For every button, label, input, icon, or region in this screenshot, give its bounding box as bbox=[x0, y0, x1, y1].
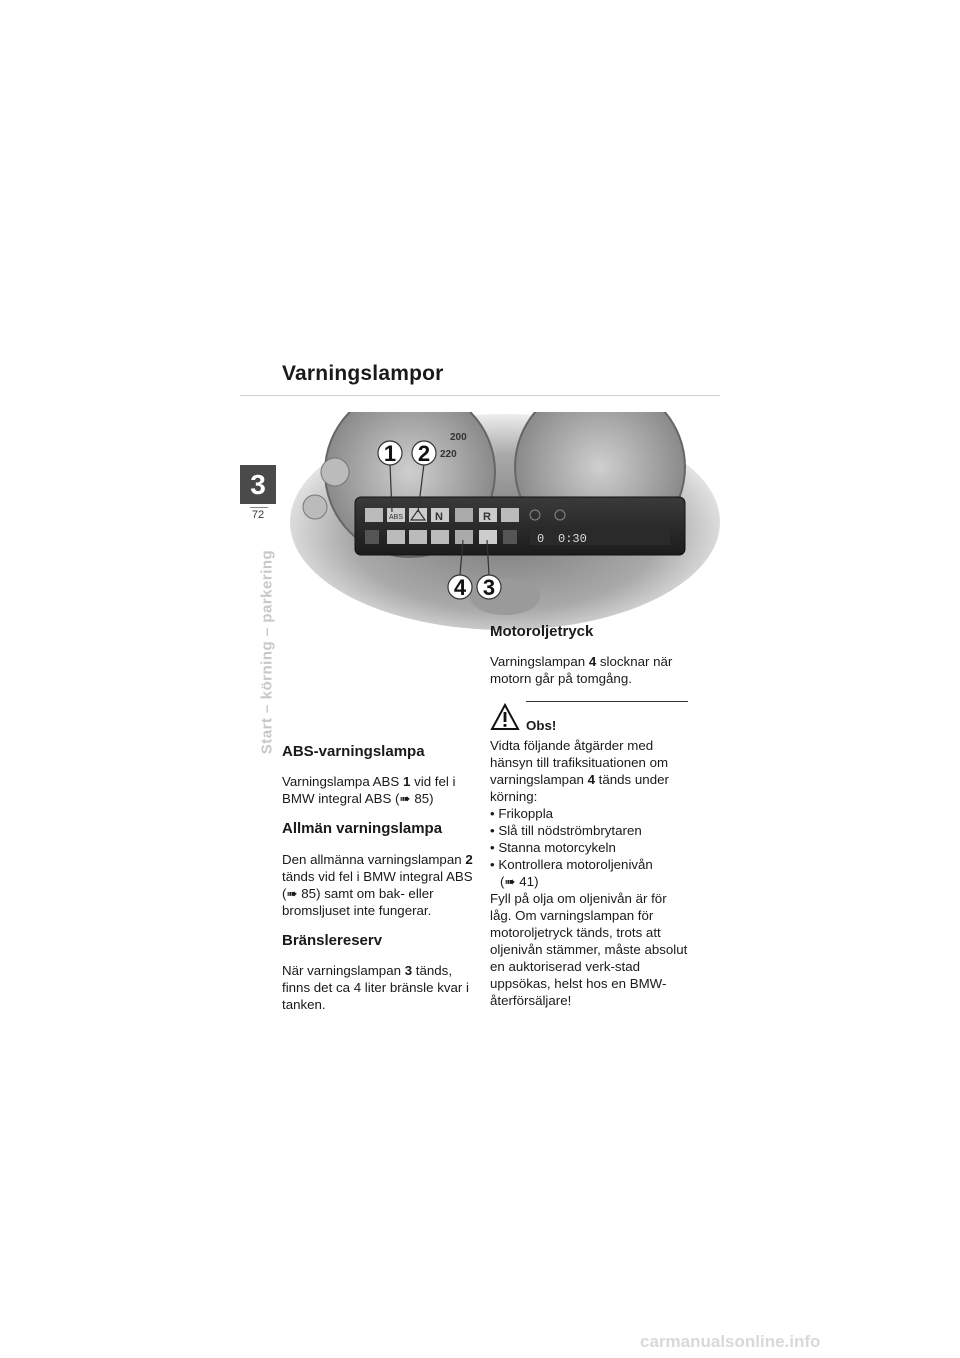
chapter-divider bbox=[250, 507, 268, 508]
note-bullet-list bbox=[490, 805, 690, 873]
watermark: carmanualsonline.info bbox=[640, 1332, 821, 1351]
lights-lamp-icon bbox=[431, 530, 449, 544]
lcd-clock: 0:30 bbox=[558, 532, 587, 546]
list-item: • Kontrollera motoroljenivån bbox=[490, 856, 690, 873]
note-body bbox=[490, 737, 690, 1009]
list-item: • Stanna motorcykeln bbox=[490, 839, 690, 856]
battery-lamp-icon bbox=[409, 530, 427, 544]
list-item: • Frikoppla bbox=[490, 805, 690, 822]
high-beam-lamp-icon bbox=[455, 508, 473, 522]
warning-triangle-icon bbox=[490, 703, 520, 731]
note-intro bbox=[490, 737, 690, 805]
callout-reference: 2 bbox=[465, 851, 473, 867]
section-body bbox=[282, 962, 482, 1013]
warning-lamps-bottom-row bbox=[365, 530, 517, 544]
text-run: tänds, finns det ca 4 liter bränsle kvar i tanken. bbox=[282, 962, 469, 1012]
note-closing: Fyll på olja om oljenivån är för låg. Om varningslampan för motoroljetryck tänds, trots att oljenivån stämmer, måste absolut en auktoriserad verk-stad uppsökas, helst hos en BMW-återförsäljare! bbox=[490, 891, 688, 1009]
instrument-cluster-figure bbox=[290, 412, 720, 630]
section-heading: Allmän varningslampa bbox=[282, 820, 443, 838]
note-header bbox=[490, 701, 690, 737]
text-run: 85) bbox=[410, 791, 434, 807]
text-run: slocknar när motorn går på tomgång. bbox=[490, 654, 673, 687]
section-heading: ABS-varningslampa bbox=[282, 743, 425, 760]
lamp-blank-icon bbox=[503, 530, 517, 544]
callout-reference: 3 bbox=[404, 962, 413, 978]
callout-2 bbox=[412, 441, 436, 466]
callout-3 bbox=[477, 575, 501, 600]
list-item: • Slå till nödströmbrytaren bbox=[490, 822, 690, 839]
lcd-gear: 0 bbox=[537, 532, 545, 546]
page-ref-arrow-icon: ➠ bbox=[286, 885, 298, 901]
text-run: 85) samt om bak- eller bromsljuset inte fungerar. bbox=[282, 885, 434, 918]
text-run: Vidta följande åtgärder med hänsyn till trafiksituationen om varningslampan bbox=[490, 738, 669, 788]
abs-lamp-text: ABS bbox=[389, 514, 404, 521]
heated-grip-lamp-icon bbox=[387, 530, 405, 544]
neutral-lamp-letter: N bbox=[435, 511, 443, 523]
fuel-reserve-lamp-icon bbox=[479, 530, 497, 544]
page-ref-arrow-icon: ➠ bbox=[399, 791, 411, 807]
callout-reference: 1 bbox=[402, 774, 411, 790]
section-body bbox=[282, 851, 482, 919]
callout-reference: 4 bbox=[587, 772, 595, 788]
section-abs bbox=[282, 744, 482, 807]
note-page-ref bbox=[490, 873, 690, 890]
display-panel bbox=[355, 497, 685, 555]
note-label: Obs! bbox=[526, 718, 557, 734]
callout-reference: 4 bbox=[588, 654, 597, 670]
turn-right-icon bbox=[501, 508, 519, 522]
chapter-side-label: Start – körning – parkering bbox=[258, 549, 276, 755]
fuel-gauge-icon bbox=[321, 458, 349, 486]
gauge-value-200: 200 bbox=[450, 432, 467, 443]
lcd-display bbox=[530, 529, 670, 545]
text-run: Varningslampa ABS bbox=[282, 774, 403, 790]
temperature-gauge-icon bbox=[303, 495, 327, 519]
left-column bbox=[282, 744, 482, 1027]
section-oil-pressure bbox=[490, 624, 690, 687]
reverse-lamp-letter: R bbox=[483, 511, 491, 523]
section-general-warning bbox=[282, 821, 482, 918]
callout-label-3: 3 bbox=[482, 575, 496, 600]
text-run: ( bbox=[500, 874, 505, 890]
text-run: När varningslampan bbox=[282, 962, 405, 978]
callout-1 bbox=[378, 441, 402, 466]
text-run: Varningslampan bbox=[490, 654, 589, 670]
section-body bbox=[490, 653, 690, 687]
text-run: tänds vid fel i BMW integral ABS ( bbox=[282, 868, 473, 901]
section-heading: Bränslereserv bbox=[282, 931, 383, 949]
callout-label-2: 2 bbox=[417, 441, 431, 466]
section-body bbox=[282, 773, 482, 807]
page-ref-arrow-icon: ➠ bbox=[504, 874, 516, 890]
text-run: Den allmänna varningslampan bbox=[282, 851, 466, 867]
gauge-value-220: 220 bbox=[440, 449, 457, 460]
lamp-blank-icon bbox=[365, 530, 379, 544]
text-run: 41) bbox=[515, 874, 539, 890]
title-rule bbox=[240, 395, 720, 396]
callout-label-1: 1 bbox=[383, 441, 397, 466]
right-column bbox=[490, 624, 690, 1009]
turn-left-icon bbox=[365, 508, 383, 522]
note-rule bbox=[526, 701, 688, 702]
oil-pressure-lamp-icon bbox=[455, 530, 473, 544]
callout-label-4: 4 bbox=[453, 575, 467, 600]
text-run: vid fel i BMW integral ABS ( bbox=[282, 774, 456, 807]
callout-4 bbox=[448, 575, 472, 600]
section-heading: Motoroljetryck bbox=[490, 623, 594, 640]
section-fuel-reserve bbox=[282, 933, 482, 1013]
text-run: tänds under körning: bbox=[490, 772, 669, 805]
page-title: Varningslampor bbox=[282, 362, 444, 385]
chapter-number-badge: 3 bbox=[240, 465, 276, 504]
page-number: 72 bbox=[251, 509, 265, 521]
